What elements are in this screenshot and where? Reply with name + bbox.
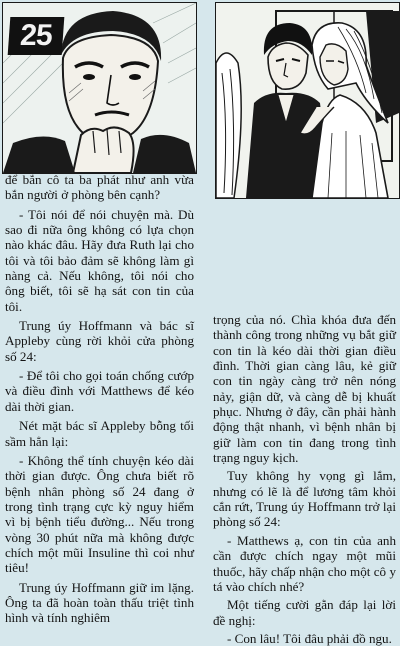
paragraph: Trung úy Hoffmann và bác sĩ Appleby cùng rời khỏi cửa phòng số 24: <box>5 318 194 364</box>
paragraph: - Tôi nói để nói chuyện mà. Dù sao đi nữa ông không có lựa chọn nào khác đâu. Hãy đưa Ruth lại cho tôi và tôi bảo đảm sẽ không làm gì nàng cả. Nếu không, tôi nói cho ông biết, tôi sẽ hạ sát con tin của tôi. <box>5 206 194 314</box>
chapter-number: 25 <box>8 17 65 55</box>
paragraph: để bắn cô ta ba phát như anh vừa bắn người ở phòng bên cạnh? <box>5 172 194 203</box>
paragraph: - Con lâu! Tôi đâu phải đồ ngu. <box>227 630 392 646</box>
paragraph: - Để tôi cho gọi toán chống cướp và điều đình với Matthews để kéo dài thời gian. <box>5 368 194 414</box>
illustration-thinking-man <box>2 2 197 174</box>
paragraph: Nét mặt bác sĩ Appleby bỗng tối sầm hẳn lại: <box>5 418 194 449</box>
paragraph: Một tiếng cười gằn đáp lại lời đề nghị: <box>213 597 396 628</box>
illustration-couple-at-window <box>215 2 400 199</box>
right-text-column <box>213 312 396 646</box>
paragraph: - Không thể tính chuyện kéo dài thời gian được. Ông chưa biết rõ bệnh nhân phòng số 24 đang ở trong tình trạng cực kỳ nguy hiểm vì bị bệnh tiểu đường... Nếu trong vòng 30 phút nữa mà không được chích một mũi Insuline thì coi như tiêu! <box>5 452 194 576</box>
paragraph: trọng của nó. Chìa khóa đưa đến thành công trong những vụ bắt giữ con tin là kéo dài thời gian điều đình. Thời gian càng lâu, kẻ giữ con tin ngày càng trở nên nóng nảy, giận dữ, và càng dễ bị khuất phục. Nhưng ở đây, cần phải hành động thật nhanh, vì bệnh nhân bị giữ làm con tin đang trong tình trạng nguy kịch. <box>213 312 396 466</box>
paragraph: Tuy không hy vọng gì lắm, nhưng có lẽ là để lương tâm khỏi cắn rứt, Trung úy Hoffmann trở lại phòng số 24: <box>213 468 396 530</box>
left-text-column <box>5 172 194 626</box>
paragraph: Trung úy Hoffmann giữ im lặng. Ông ta đã hoàn toàn thấu triệt tình hình và tính nghiêm <box>5 579 194 626</box>
couple-drawing <box>216 3 399 198</box>
paragraph: - Matthews ạ, con tin của anh cần được chích ngay một mũi thuốc, hãy chấp nhận cho một cô y tá vào chích nhé? <box>213 532 396 594</box>
